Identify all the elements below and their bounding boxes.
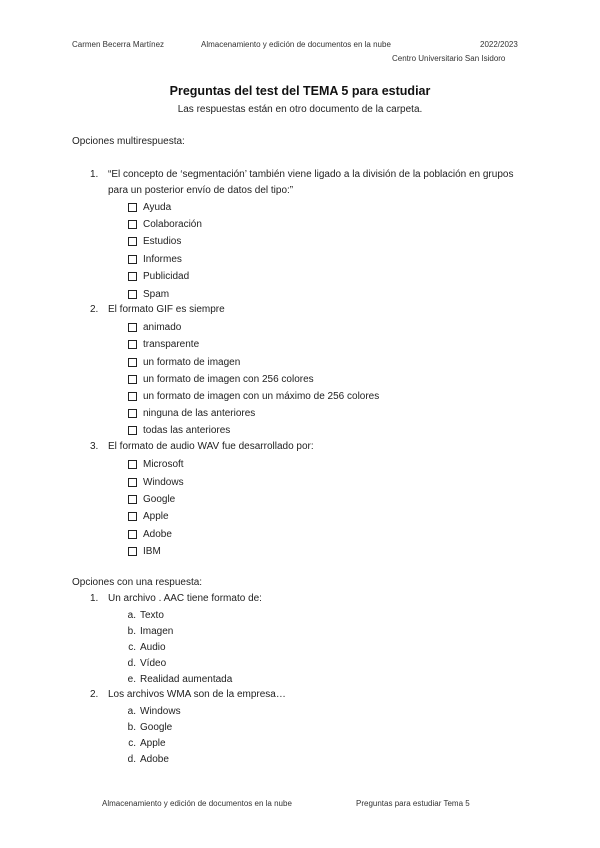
option-label: Audio xyxy=(140,642,166,653)
option-label: Realidad aumentada xyxy=(140,674,233,685)
checkbox-icon[interactable] xyxy=(128,290,137,299)
option-letter: e. xyxy=(127,674,136,685)
checkbox-icon[interactable] xyxy=(128,495,137,504)
checkbox-icon[interactable] xyxy=(128,358,137,367)
option-checkbox[interactable] xyxy=(128,336,199,352)
option-label: Informes xyxy=(143,253,182,265)
option-checkbox[interactable] xyxy=(128,216,202,232)
option-letter: a. xyxy=(127,610,136,621)
checkbox-icon[interactable] xyxy=(128,409,137,418)
header-institution: Centro Universitario San Isidoro xyxy=(392,54,506,63)
section-single-heading: Opciones con una respuesta: xyxy=(72,577,203,588)
option-label: un formato de imagen xyxy=(143,356,241,368)
option-label: Texto xyxy=(140,610,164,621)
option-letter: b. xyxy=(127,722,136,733)
question-text: Un archivo . AAC tiene formato de: xyxy=(108,593,262,604)
question-number: 2. xyxy=(90,689,99,700)
option-label: Apple xyxy=(143,510,169,522)
page-subtitle: Las respuestas están en otro documento de la carpeta. xyxy=(177,104,423,115)
question-text: El formato GIF es siempre xyxy=(108,304,225,315)
option-checkbox[interactable] xyxy=(128,286,169,302)
checkbox-icon[interactable] xyxy=(128,478,137,487)
option-checkbox[interactable] xyxy=(128,526,172,542)
checkbox-icon[interactable] xyxy=(128,272,137,281)
option-checkbox[interactable] xyxy=(128,233,181,249)
checkbox-icon[interactable] xyxy=(128,220,137,229)
option-checkbox[interactable] xyxy=(128,543,161,559)
question-number: 3. xyxy=(90,441,99,452)
option-label: Google xyxy=(143,493,176,505)
option-label: Google xyxy=(140,722,173,733)
header-subject: Almacenamiento y edición de documentos en la nube xyxy=(201,40,391,49)
section-multi-heading: Opciones multirespuesta: xyxy=(72,136,185,147)
option-label: Ayuda xyxy=(143,201,172,213)
option-label: todas las anteriores xyxy=(143,424,231,436)
question-number: 1. xyxy=(90,593,99,604)
option-checkbox[interactable] xyxy=(128,422,230,438)
option-label: Spam xyxy=(143,288,170,300)
option-checkbox[interactable] xyxy=(128,199,171,215)
question-number: 1. xyxy=(90,169,99,180)
option-label: Apple xyxy=(140,738,166,749)
option-checkbox[interactable] xyxy=(128,388,379,404)
option-checkbox[interactable] xyxy=(128,268,189,284)
option-letter: d. xyxy=(127,658,136,669)
option-label: un formato de imagen con 256 colores xyxy=(143,373,314,385)
option-label: animado xyxy=(143,321,182,333)
option-label: Colaboración xyxy=(143,218,202,230)
checkbox-icon[interactable] xyxy=(128,340,137,349)
option-label: IBM xyxy=(143,545,161,557)
option-checkbox[interactable] xyxy=(128,474,184,490)
footer-doc: Preguntas para estudiar Tema 5 xyxy=(356,799,470,808)
option-letter: b. xyxy=(127,626,136,637)
option-label: Vídeo xyxy=(140,658,167,669)
option-checkbox[interactable] xyxy=(128,456,184,472)
option-checkbox[interactable] xyxy=(128,319,181,335)
option-label: Adobe xyxy=(143,528,172,540)
header-author: Carmen Becerra Martínez xyxy=(72,40,165,49)
option-checkbox[interactable] xyxy=(128,508,169,524)
page-title: Preguntas del test del TEMA 5 para estudiar xyxy=(169,84,431,98)
option-label: Estudios xyxy=(143,235,182,247)
question-text: “El concepto de ‘segmentación’ también viene ligado a la división de la población en grupos para un posterior envío de datos del tipo:” xyxy=(108,169,514,196)
option-label: Publicidad xyxy=(143,270,190,282)
checkbox-icon[interactable] xyxy=(128,323,137,332)
option-label: Windows xyxy=(140,706,181,717)
checkbox-icon[interactable] xyxy=(128,255,137,264)
question-number: 2. xyxy=(90,304,99,315)
option-letter: c. xyxy=(128,642,136,653)
option-label: Microsoft xyxy=(143,458,184,470)
option-checkbox[interactable] xyxy=(128,251,182,267)
option-label: ninguna de las anteriores xyxy=(143,407,256,419)
checkbox-icon[interactable] xyxy=(128,237,137,246)
checkbox-icon[interactable] xyxy=(128,426,137,435)
question-text: El formato de audio WAV fue desarrollado por: xyxy=(108,441,314,452)
question-text: Los archivos WMA son de la empresa… xyxy=(108,689,286,700)
checkbox-icon[interactable] xyxy=(128,375,137,384)
option-letter: d. xyxy=(127,754,136,765)
option-label: transparente xyxy=(143,338,200,350)
option-label: Imagen xyxy=(140,626,174,637)
option-checkbox[interactable] xyxy=(128,405,255,421)
checkbox-icon[interactable] xyxy=(128,460,137,469)
option-checkbox[interactable] xyxy=(128,354,240,370)
checkbox-icon[interactable] xyxy=(128,392,137,401)
option-checkbox[interactable] xyxy=(128,371,314,387)
checkbox-icon[interactable] xyxy=(128,547,137,556)
checkbox-icon[interactable] xyxy=(128,530,137,539)
checkbox-icon[interactable] xyxy=(128,203,137,212)
option-label: Adobe xyxy=(140,754,169,765)
checkbox-icon[interactable] xyxy=(128,512,137,521)
option-letter: a. xyxy=(127,706,136,717)
option-label: un formato de imagen con un máximo de 256 colores xyxy=(143,390,380,402)
option-letter: c. xyxy=(128,738,136,749)
option-checkbox[interactable] xyxy=(128,491,175,507)
header-year: 2022/2023 xyxy=(480,40,518,49)
footer-subject: Almacenamiento y edición de documentos en la nube xyxy=(102,799,292,808)
option-label: Windows xyxy=(143,476,184,488)
